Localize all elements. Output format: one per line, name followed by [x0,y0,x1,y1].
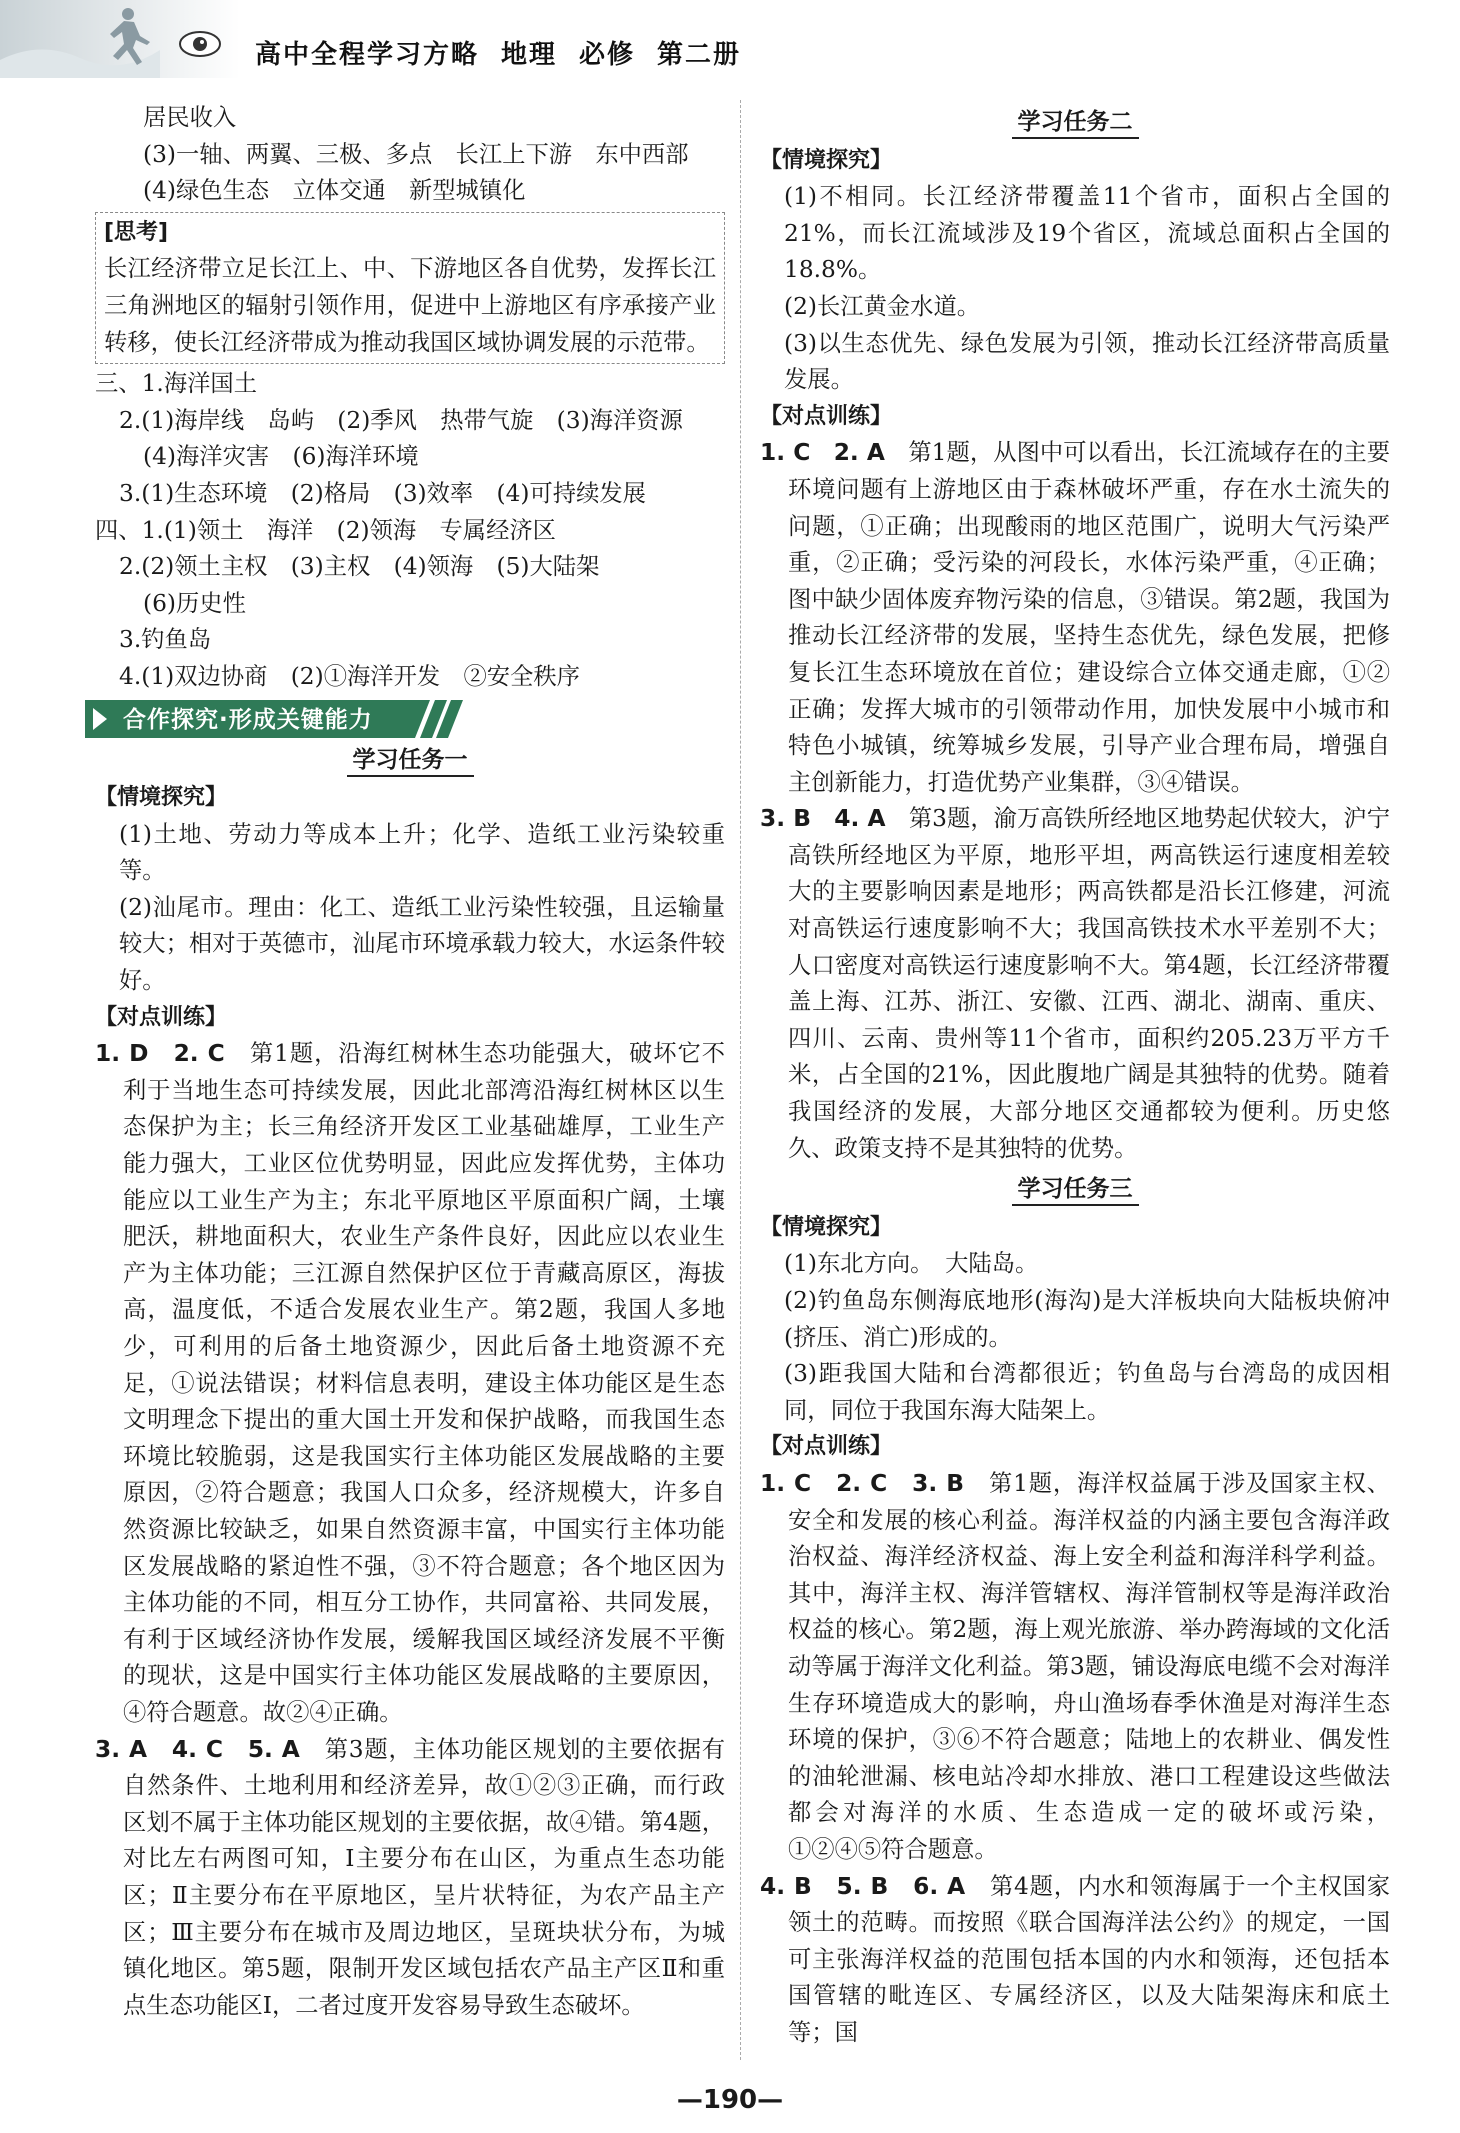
volume: 第二册 [657,40,742,70]
answer-line: 4.(1)双边协商 (2)①海洋开发 ②安全秩序 [119,662,580,690]
scene-label: 【情境探究】 [95,785,228,811]
scene-answer: (3)距我国大陆和台湾都很近；钓鱼岛与台湾岛的成因相同，同位于我国东海大陆架上。 [784,1360,1390,1424]
training-label: 【对点训练】 [760,403,893,429]
training-label: 【对点训练】 [95,1004,228,1030]
think-box [95,212,725,364]
answer-line: 2.(1)海岸线 岛屿 (2)季风 热带气旋 (3)海洋资源 [119,406,683,434]
right-column [760,100,1390,2051]
training-answer: 4. B 5. B 6. A 第4题，内水和领海属于一个主权国家领土的范畴。而按照《联合国海洋法公约》的规定，一国可主张海洋权益的范围包括本国的内水和领海，还包括本国管辖的毗连区、专属经济区，以及大陆架海床和底土等；国 [760,1872,1390,2046]
task-title: 学习任务三 [760,1171,1390,1208]
answer-line: (4)绿色生态 立体交通 新型城镇化 [143,177,526,205]
section-banner [85,700,465,738]
page-number: —190— [676,2085,784,2115]
training-label: 【对点训练】 [760,1434,893,1460]
answer-line: 2.(2)领土主权 (3)主权 (4)领海 (5)大陆架 [119,553,600,581]
training-answer: 1. C 2. A 第1题，从图中可以看出，长江流域存在的主要环境问题有上游地区由于森林破坏严重，存在水土流失的问题，①正确；出现酸雨的地区范围广，说明大气污染严重，②正确；受污染的河段长，水体污染严重，④正确；图中缺少固体废弃物污染的信息，③错误。第2题，我国为推动长江经济带的发展，坚持生态优先，绿色发展，把修复长江生态环境放在首位；建设综合立体交通走廊，①②正确；发挥大城市的引领带动作用，加快发展中小城市和特色小城镇，统筹城乡发展，引导产业合理布局，增强自主创新能力，打造优势产业集群，③④错误。 [760,439,1390,796]
scene-label: 【情境探究】 [760,1214,893,1240]
scene-answer: (1)不相同。长江经济带覆盖11个省市，面积占全国的21%，而长江流域涉及19个省区，流域总面积占全国的18.8%。 [784,183,1390,284]
answer-line: (6)历史性 [143,589,246,617]
banner-text: 合作探究·形成关键能力 [123,706,373,733]
answer-line: 三、1.海洋国土 [95,370,258,398]
runner-banner-decoration [0,0,240,78]
header-title [255,34,763,71]
scene-label: 【情境探究】 [760,147,893,173]
scene-answer: (2)汕尾市。理由：化工、造纸工业污染性较强，且运输量较大；相对于英德市，汕尾市环境承载力较大，水运条件较好。 [119,893,725,995]
answer-line: 3.(1)生态环境 (2)格局 (3)效率 (4)可持续发展 [119,479,646,507]
training-answer: 3. A 4. C 5. A 第3题，主体功能区规划的主要依据有自然条件、土地利用和经济差异，故①②③正确，而行政区划不属于主体功能区规划的主要依据，故④错。第4题，对比左右两图可知，Ⅰ主要分布在山区，为重点生态功能区；Ⅱ主要分布在平原地区，呈片状特征，为农产品主产区；Ⅲ主要分布在城市及周边地区，呈斑块状分布，为城镇化地区。第5题，限制开发区域包括农产品主产区Ⅱ和重点生态功能区Ⅰ，二者过度开发容易导致生态破坏。 [95,1735,725,2019]
book-type: 必修 [579,40,636,70]
eye-logo-icon [180,32,220,56]
page-header [0,0,1460,78]
left-column [95,100,725,2024]
answer-line: 3.钓鱼岛 [119,626,212,654]
subject: 地理 [501,40,558,70]
think-label: [思考] [104,219,169,245]
scene-answer: (1)土地、劳动力等成本上升；化学、造纸工业污染较重等。 [119,820,725,885]
answer-line: (3)一轴、两翼、三极、多点 长江上下游 东中西部 [143,140,689,168]
column-divider [740,100,741,2060]
training-answer: 3. B 4. A 第3题，渝万高铁所经地区地势起伏较大，沪宁高铁所经地区为平原，地形平坦，两高铁运行速度相差较大的主要影响因素是地形；两高铁都是沿长江修建，河流对高铁运行速度影响不大；我国高铁技术水平差别不大；人口密度对高铁运行速度影响不大。第4题，长江经济带覆盖上海、江苏、浙江、安徽、江西、湖北、湖南、重庆、四川、云南、贵州等11个省市，面积约205.23万平方千米，占全国的21%，因此腹地广阔是其独特的优势。随着我国经济的发展，大部分地区交通都较为便利。历史悠久、政策支持不是其独特的优势。 [760,805,1390,1162]
training-answer: 1. D 2. C 第1题，沿海红树林生态功能强大，破坏它不利于当地生态可持续发展，因此北部湾沿海红树林区以生态保护为主；长三角经济开发区工业基础雄厚，工业生产能力强大，工业区位优势明显，因此应发挥优势，主体功能应以工业生产为主；东北平原地区平原面积广阔，土壤肥沃，耕地面积大，农业生产条件良好，因此应以农业生产为主体功能；三江源自然保护区位于青藏高原区，海拔高，温度低，不适合发展农业生产。第2题，我国人多地少，可利用的后备土地资源少，因此后备土地资源不充足，①说法错误；材料信息表明，建设主体功能区是生态文明理念下提出的重大国土开发和保护战略，而我国生态环境比较脆弱，这是我国实行主体功能区发展战略的主要原因，②符合题意；我国人口众多，经济规模大，许多自然资源比较缺乏，如果自然资源丰富，中国实行主体功能区发展战略的紧迫性不强，③不符合题意；各个地区因为主体功能的不同，相互分工协作，共同富裕、共同发展，有利于区域经济协作发展，缓解我国区域经济发展不平衡的现状，这是中国实行主体功能区发展战略的主要原因，④符合题意。故②④正确。 [95,1040,725,1726]
answer-line: 四、1.(1)领土 海洋 (2)领海 专属经济区 [95,516,556,544]
book-title: 高中全程学习方略 [255,40,480,70]
answer-line: 居民收入 [143,104,237,131]
think-text: 长江经济带立足长江上、中、下游地区各自优势，发挥长江三角洲地区的辐射引领作用，促进中上游地区有序承接产业转移，使长江经济带成为推动我国区域协调发展的示范带。 [104,255,716,356]
task-title: 学习任务一 [95,742,725,779]
scene-answer: (3)以生态优先、绿色发展为引领，推动长江经济带高质量发展。 [784,329,1390,394]
answer-line: (4)海洋灾害 (6)海洋环境 [143,443,419,471]
task-title: 学习任务二 [760,104,1390,141]
scene-answer: (2)钓鱼岛东侧海底地形(海沟)是大洋板块向大陆板块俯冲(挤压、消亡)形成的。 [784,1287,1390,1351]
training-answer: 1. C 2. C 3. B 第1题，海洋权益属于涉及国家主权、安全和发展的核心利益。海洋权益的内涵主要包含海洋政治权益、海洋经济权益、海上安全利益和海洋科学利益。其中，海洋主权、海洋管辖权、海洋管制权等是海洋政治权益的核心。第2题，海上观光旅游、举办跨海域的文化活动等属于海洋文化利益。第3题，铺设海底电缆不会对海洋生存环境造成大的影响，舟山渔场春季休渔是对海洋生态环境的保护，③⑥不符合题意；陆地上的农耕业、偶发性的油轮泄漏、核电站冷却水排放、港口工程建设这些做法都会对海洋的水质、生态造成一定的破坏或污染，①②④⑤符合题意。 [760,1469,1391,1863]
scene-answer: (1)东北方向。 大陆岛。 [784,1250,1039,1278]
scene-answer: (2)长江黄金水道。 [784,292,981,320]
